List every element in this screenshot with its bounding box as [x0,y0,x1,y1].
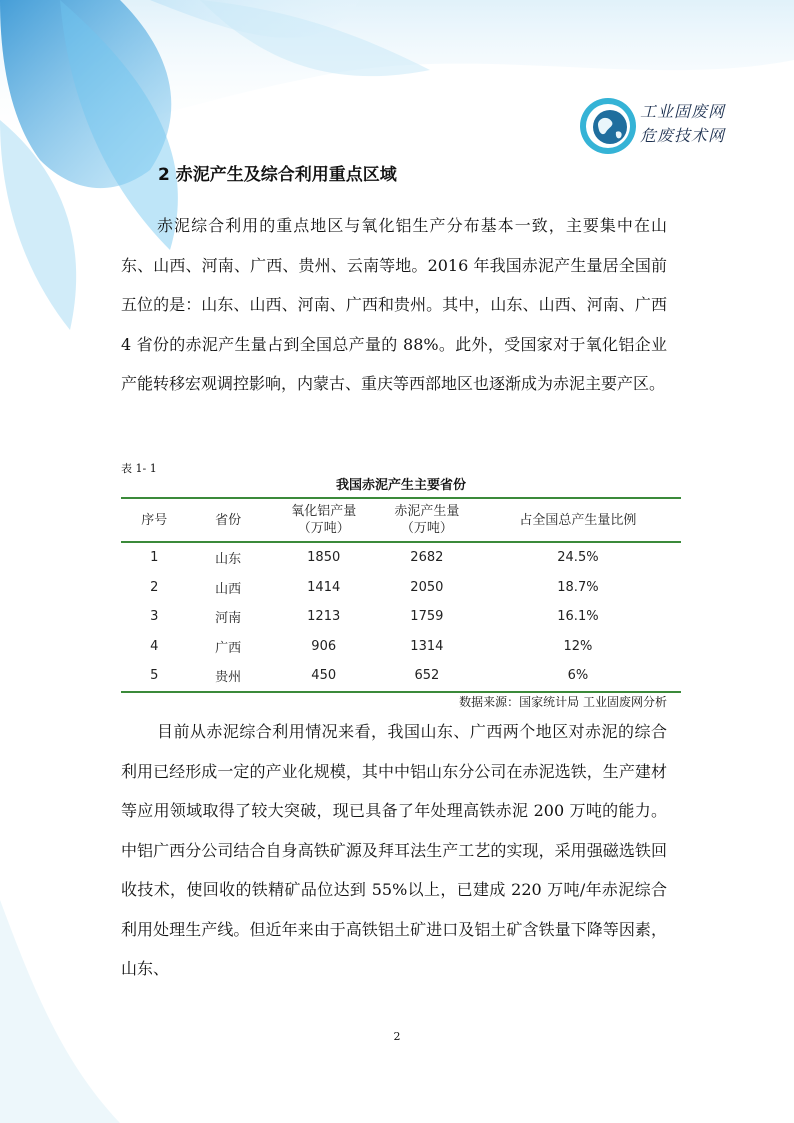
cell-share: 18.7% [557,579,599,595]
header-redmud-line-1: 赤泥产生量 [394,504,460,519]
logo-text [640,100,725,148]
table-header-row [121,498,681,542]
cell-share: 24.5% [557,550,599,566]
cell-index: 4 [150,638,159,654]
cell-province: 山东 [215,552,242,568]
province-table [121,497,681,693]
cell-province: 河南 [215,611,242,627]
cell-redmud: 2050 [410,579,444,595]
cell-alumina: 906 [311,638,337,654]
header-share: 占全国总产生量比例 [475,498,681,542]
section-heading: 2 赤泥产生及综合利用重点区域 [158,165,397,185]
cell-index: 5 [121,661,188,692]
cell-alumina: 450 [269,661,379,692]
table-row [121,602,681,632]
cell-share: 6% [475,661,681,692]
table-row [121,632,681,662]
table-title: 我国赤泥产生主要省份 [335,478,466,493]
table-label: 表 1- 1 [121,462,157,475]
cell-redmud: 1759 [410,609,444,625]
table-row [121,542,681,573]
company-logo [578,96,728,160]
globe-icon [578,96,638,156]
header-alumina-line-1: 氧化铝产量 [291,504,357,519]
table-row [121,573,681,603]
header-index: 序号 [121,498,188,542]
paragraph-2: 目前从赤泥综合利用情况来看，我国山东、广西两个地区对赤泥的综合利用已经形成一定的产业化规模，其中中铝山东分公司在赤泥选铁，生产建材等应用领域取得了较大突破，现已具备了年处理高铁赤泥 200 万吨的能力。中铝广西分公司结合自身高铁矿源及拜耳法生产工艺的实现，采用强磁选铁回收技术，使回收的铁精矿品位达到 55%以上，已建成 220 万吨/年赤泥综合利用处理生产线。但近年来由于高铁铝土矿进口及铝土矿含铁量下降等因素，山东、 [121,722,667,978]
header-alumina [269,498,379,542]
logo-line-2: 危废技术网 [640,126,726,145]
paragraph-1: 赤泥综合利用的重点地区与氧化铝生产分布基本一致，主要集中在山东、山西、河南、广西、贵州、云南等地。2016 年我国赤泥产生量居全国前五位的是：山东、山西、河南、广西和贵州。其中，山东、山西、河南、广西 4 省份的赤泥产生量占到全国总产量的 88%。此外，受国家对于氧化铝企业产能转移宏观调控影响，内蒙古、重庆等西部地区也逐渐成为赤泥主要产区。 [121,216,667,393]
cell-province: 贵州 [188,661,269,692]
cell-share: 12% [563,638,593,654]
cell-alumina: 1414 [307,579,341,595]
cell-redmud: 2682 [410,550,444,566]
cell-redmud: 1314 [410,638,444,654]
header-redmud-line-2: （万吨） [400,521,453,536]
page-number: 2 [393,1030,401,1043]
logo-line-1: 工业固废网 [640,102,726,121]
header-alumina-line-2: （万吨） [297,521,350,536]
cell-alumina: 1213 [307,609,341,625]
cell-province: 广西 [215,640,242,656]
table-source: 数据来源：国家统计局 工业固废网分析 [459,695,667,709]
cell-redmud: 652 [379,661,475,692]
cell-index: 2 [150,579,159,595]
header-redmud [379,498,475,542]
cell-province: 山西 [215,581,242,597]
cell-alumina: 1850 [307,550,341,566]
cell-index: 3 [150,609,159,625]
header-province: 省份 [188,498,269,542]
table-row [121,661,681,692]
cell-share: 16.1% [557,609,599,625]
cell-index: 1 [150,550,159,566]
